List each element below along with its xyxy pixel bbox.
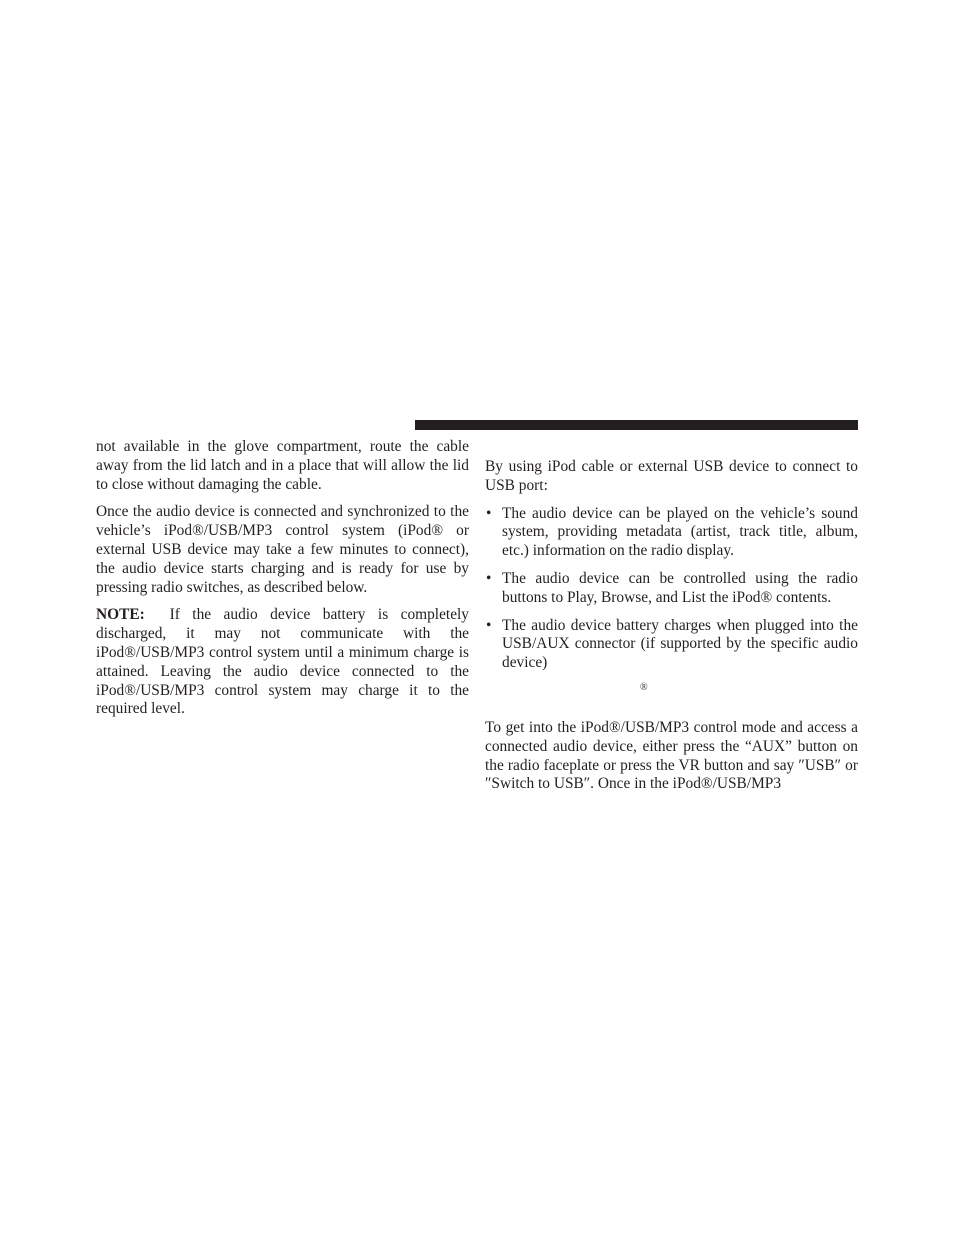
note-label: NOTE: — [96, 606, 145, 624]
note-paragraph — [96, 606, 469, 719]
usb-intro-paragraph: By using iPod cable or external USB device to connect to USB port: — [485, 458, 858, 494]
bullet-icon: • — [486, 569, 492, 587]
bullet-icon: • — [486, 504, 492, 522]
connection-paragraph: Once the audio device is connected and synchronized to the vehicle’s iPod®/USB/MP3 control system (iPod® or external USB device may take a few minutes to connect), the audio device starts charging and is ready for use by pressing radio switches, as described below. — [96, 503, 469, 596]
left-column — [96, 438, 469, 719]
list-item — [485, 617, 858, 673]
bullet-icon: • — [486, 616, 492, 634]
right-column — [485, 458, 858, 793]
list-item-text: The audio device can be played on the vehicle’s sound system, providing metadata (artist, track title, album, etc.) information on the radio display. — [502, 504, 858, 560]
registered-mark: ® — [640, 682, 648, 693]
feature-bullet-list — [485, 505, 858, 673]
control-mode-paragraph: To get into the iPod®/USB/MP3 control mode and access a connected audio device, either press the “AUX” button on the radio faceplate or press the VR button and say ″USB″ or ″Switch to USB″. Once in the iPod®/USB/MP3 — [485, 719, 858, 793]
list-item-text: The audio device battery charges when plugged into the USB/AUX connector (if supported by the specific audio device) — [502, 616, 858, 672]
section-header-bar — [415, 420, 858, 430]
note-text: If the audio device battery is completely discharged, it may not communicate with the iPod®/USB/MP3 control system until a minimum charge is attained. Leaving the audio device connected to the iPod®/USB/MP3 control system may charge it to the required level. — [96, 606, 469, 718]
list-item — [485, 505, 858, 561]
cable-routing-paragraph: not available in the glove compartment, route the cable away from the lid latch and in a place that will allow the lid to close without damaging the cable. — [96, 438, 469, 493]
list-item-text: The audio device can be controlled using the radio buttons to Play, Browse, and List the iPod® contents. — [502, 569, 858, 606]
list-item — [485, 570, 858, 608]
